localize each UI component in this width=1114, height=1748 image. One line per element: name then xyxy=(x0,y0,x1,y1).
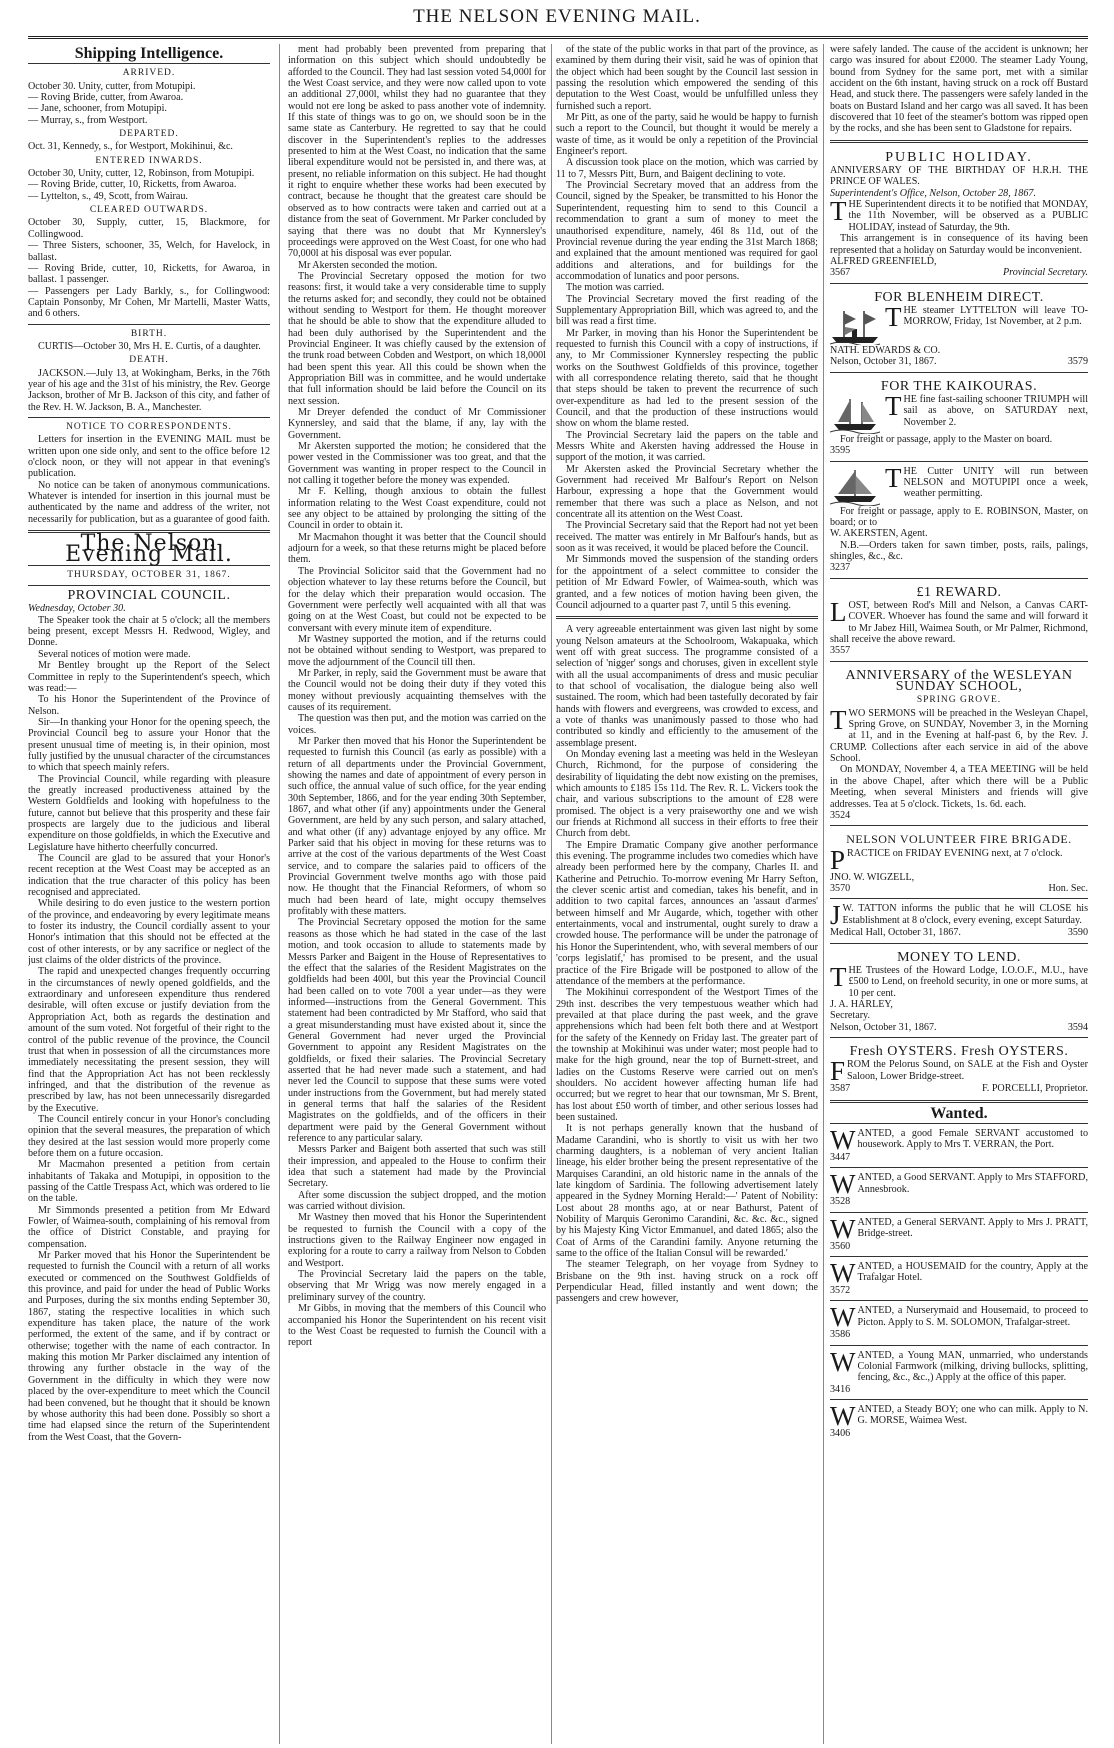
paragraph: Mr Macmahon thought it was better that the Council should adjourn for a week, so that these returns might be placed before them. xyxy=(288,531,546,566)
column-1 xyxy=(28,44,270,1742)
kaikouras-body-2: For freight or passage, apply to the Master on board. xyxy=(840,433,1053,445)
column-2 xyxy=(288,44,546,1742)
paragraph: The Empire Dramatic Company give another performance this evening. The programme includes two comedies which have already been performed here by the company, Charles II. and Katherine and Petruchio. To-morrow evening Mr Harry Sefton, the clever scenic artist and comedian, takes his benefit, and in addition to two capital farces, announces an 'assaut d'armes' between himself and Mr Augarde, which, together with other entertainments, vocal and instrumental, ought surely to draw a crowded house. The performance will be under the patronage of his Honor the Superintendent, who, with several members of our 'corps legislatif,' has promised to be present, and the usual practice of the Fire Brigade will be postponed to allow of the attendance of the members at the performance. xyxy=(556,839,818,987)
ad-number: 3567 xyxy=(830,267,851,279)
paragraph: On Monday evening last a meeting was held in the Wesleyan Church, Richmond, for the purpose of considering the desirability of liquidating the debt now existing on the premises, which amounts to £185 15s 11d. The Rev. R. L. Vickers took the chair, and various subscriptions to the amount of £28 were promised. The object is a very praiseworthy one and we wish our friends at Richmond all success in their efforts to free their Church from debt. xyxy=(556,748,818,840)
paragraph: A discussion took place on the motion, which was carried by 11 to 7, Messrs Pitt, Burn, and Baigent declining to vote. xyxy=(556,157,818,180)
list-item: — Roving Bride, cutter, from Awaroa. xyxy=(28,92,184,104)
council-report-continued xyxy=(288,44,546,1349)
ad-tatton xyxy=(830,903,1088,938)
holiday-office: Superintendent's Office, Nelson, October 28, 1867. xyxy=(830,187,1036,199)
paragraph: Mr Simmonds presented a petition from Mr Edward Fowler, of Waimea-south, complaining of his removal from the office of District Constable, and praying for compensation. xyxy=(28,1204,270,1250)
cutter-icon xyxy=(830,468,880,506)
paragraph: ment had probably been prevented from preparing that information on this subject which should undoubtedly be afforded to the Council. They had last session voted 54,000l for the West Coast service, and they were now called upon to vote an additional 27,000l, whilst they had no guarantee that they would not ere long be asked to pass another vote of indemnity. If this state of things was to go on, we should soon be in the same state as Canterbury. He regretted to say that he could discover in the Superintendent's replies to the addresses presented to him at the West Coast, no indication that the same liberal expenditure would not be persisted in, and there was, at present, no reliable information on this subject. He had thought it right to enquire whether these works had been executed by contract, because he thought that the greatest care should be observed as to how contracts were taken and carried out at a distance from the seat of Government. Mr Parker concluded by saying that there was no doubt that Mr Kynnersley's proceedings were approved on the West Coast, for one who had 70,000l at his disposal was ever popular. xyxy=(288,44,546,260)
list-item: — Lyttelton, s., 49, Scott, from Wairau. xyxy=(28,190,188,202)
money-signature: J. A. HARLEY, xyxy=(830,998,893,1010)
ad-number: 3528 xyxy=(830,1196,851,1208)
wanted-text: ANTED, a HOUSEMAID for the country, Apply at the Trafalgar Hotel. xyxy=(857,1261,1088,1284)
birth-heading: BIRTH. xyxy=(130,328,168,339)
paragraph: The Provincial Secretary said that the Report had not yet been received. The matter was entirely in Mr Balfour's hands, but as soon as it was received, it would be placed before the Council. xyxy=(556,520,818,555)
cleared-heading: CLEARED OUTWARDS. xyxy=(89,205,209,216)
wanted-ad xyxy=(830,1128,1088,1163)
list-item: — Roving Bride, cutter, 10, Ricketts, for Awaroa, in ballast. 1 passenger. xyxy=(28,262,270,286)
list-item: October 30, Unity, cutter, 12, Robinson, from Motupipi. xyxy=(28,168,255,180)
paragraph: The rapid and unexpected changes frequently occurring in the circumstances of newly opened goldfields, and the extraordinary and unforeseen expenditure thus rendered desirable, will often excuse or justify deviation from the Appropriation Act, both as regards the destination and amount of the sum voted. Not forgetful of their right to the control of the public revenue of the province, the Council trust that when in possession of all the circumstances more immediately necessitating the present session, they will find that the Appropriation Act has not been recklessly infringed, and that the distribution of the revenue as prescribed by law, has not been unnecessarily disregarded by the Executive. xyxy=(28,966,270,1114)
cutter-signature: W. AKERSTEN, Agent. xyxy=(830,528,928,540)
blenheim-body: HE steamer LYTTELTON will leave TO-MORROW, Friday, 1st November, at 2 p.m. xyxy=(903,304,1088,328)
drop-cap: W xyxy=(830,1404,856,1432)
holiday-body-2: This arrangement is in consequence of its having been represented that a holiday on Saturday would be inconvenient. xyxy=(830,233,1088,256)
wanted-ad xyxy=(830,1172,1088,1207)
council-date: Wednesday, October 30. xyxy=(28,603,126,615)
paragraph: To his Honor the Superintendent of the Province of Nelson. xyxy=(28,694,270,717)
wesleyan-body-2: On MONDAY, November 4, a TEA MEETING will be held in the above Chapel, after which there will be a Public Meeting, when several Ministers and friends will give addresses. Tea at 5 o'clock. Tickets, 1s. 6d. each. xyxy=(830,764,1088,810)
tatton-body: W. TATTON informs the public that he will CLOSE his Establishment at 8 o'clock, every evening, except Saturday. xyxy=(842,903,1088,926)
schooner-icon xyxy=(830,396,880,434)
kaikouras-heading: FOR THE KAIKOURAS. xyxy=(880,378,1038,394)
ad-oysters xyxy=(830,1042,1088,1095)
ad-number: 3560 xyxy=(830,1240,851,1252)
wanted-text: ANTED, a Steady BOY; one who can milk. Apply to N. G. MORSE, Waimea West. xyxy=(857,1404,1088,1427)
ad-public-holiday xyxy=(830,148,1088,279)
death-heading: DEATH. xyxy=(129,355,169,366)
paragraph: The Provincial Secretary opposed the motion for two reasons: first, it would take a very considerable time to supply the returns asked for; and secondly, they could not be obtained without sending to Westport for them. He thought moreover that he should be able to show that the expenditure alluded to had been duly authorised by the Superintendent and the Provincial Engineer. It was chiefly caused by the extension of the trunk road between Cobden and Westport, on which 18,000l had been spent this year. All this could be shown when the Appropriation Bill was in committee, and he would undertake that full information should be laid before the Council on its next session. xyxy=(288,270,546,407)
wesleyan-heading: ANNIVERSARY of the WESLEYAN SUNDAY SCHOOL, xyxy=(845,667,1073,695)
ad-cutter-unity xyxy=(830,466,1088,574)
fire-signature: JNO. W. WIGZELL, xyxy=(830,871,915,883)
wreck-news-end: were safely landed. The cause of the accident is unknown; her cargo was insured for about £2000. The steamer Lady Young, bound from Sydney for the same port, met with a similar accident on the 6th instant, having struck on a rock off Bustard Head, and stuck there. The passengers were safely landed in the boats on Bustard Island and her cargo was all saved. It has been discovered that 10 feet of the steamer's bottom was ripped open by the rocks, and she has been sent to Gladstone for repairs. xyxy=(830,44,1088,135)
list-item: — Passengers per Lady Barkly, s., for Collingwood: Captain Ponsonby, Mr Cohen, Mr Martelli, Master Watts, and 6 others. xyxy=(28,285,270,320)
list-item: October 30, Supply, cutter, 15, Blackmore, for Collingwood. xyxy=(28,217,270,240)
ad-number: 3570 xyxy=(830,882,851,894)
paragraph: The Mokihinui correspondent of the Westport Times of the 29th inst. describes the very tempestuous weather which had prevailed at that place during the past week, and the grave apprehensions which had been felt both there and at Westport for the safety of the Kennedy on Friday last. The greater part of the township at Mokihinui was under water; most people had to make for the high ground, near the top of Burnett-street, and ladies on the Customs Reserve were carried out on men's shoulders. No accident however affecting human life had occurred; but we regret to hear that our townsman, Mr S. Brent, has lost about £50 worth of timber, and other serious losses had been sustained. xyxy=(556,987,818,1123)
council-report xyxy=(28,615,270,1443)
list-item: — Three Sisters, schooner, 35, Welch, for Havelock, in ballast. xyxy=(28,240,270,263)
local-news xyxy=(556,624,818,1305)
council-report-end xyxy=(556,44,818,611)
fire-heading: NELSON VOLUNTEER FIRE BRIGADE. xyxy=(846,832,1072,847)
paragraph: The Speaker took the chair at 5 o'clock; all the members being present, except Messrs H. Redwood, Wigley, and Donne. xyxy=(28,614,270,649)
paragraph: The question was then put, and the motion was carried on the voices. xyxy=(288,713,546,736)
drop-cap: T xyxy=(830,704,847,735)
entered-heading: ENTERED INWARDS. xyxy=(95,155,203,166)
ad-money-to-lend xyxy=(830,948,1088,1033)
holiday-subtitle: ANNIVERSARY OF THE BIRTHDAY OF H.R.H. THE PRINCE OF WALES. xyxy=(830,165,1088,188)
paragraph: It is not perhaps generally known that the husband of Madame Carandini, who is shortly to visit us with her two charming daughters, is a nobleman of very ancient Italian lineage, his elder brother being the present representative of the Marquises Carandini, an old historic name in the annals of the late kingdom of Sardinia. The following advertisement lately appeared in the Sydney Morning Herald:—' Patent of Nobility: Lost about 28 months ago, at or near Bathurst, Patent of Nobility of Marquis Geronimo Carandini, &c. &c. &c., signed by his Majesty King Victor Emmanuel, and dated 1865; also the Coat of Arms of the Carandini family. Anyone returning the same to the office of the Italian Consul will be rewarded.' xyxy=(556,1123,818,1260)
arrived-heading: ARRIVED. xyxy=(122,68,176,79)
money-place: Nelson, October 31, 1867. xyxy=(830,1021,937,1033)
cutter-body-2: For freight or passage, apply to E. ROBINSON, Master, on board; or to xyxy=(830,505,1088,528)
paragraph: The Provincial Secretary laid the papers on the table, observing that Mr Wrigg was now merely engaged in a preliminary survey of the country. xyxy=(288,1269,546,1303)
paragraph: The Council are glad to be assured that your Honor's recent reception at the West Coast may be accepted as an indication that the true character of this policy has been recognised and appreciated. xyxy=(28,853,270,899)
dateline: THURSDAY, OCTOBER 31, 1867. xyxy=(67,569,231,580)
ad-fire-brigade xyxy=(830,830,1088,894)
oysters-signature: F. PORCELLI, Proprietor. xyxy=(981,1083,1088,1095)
list-item: — Murray, s., from Westport. xyxy=(28,114,148,126)
wanted-ad xyxy=(830,1305,1088,1340)
holiday-role: Provincial Secretary. xyxy=(1002,267,1088,279)
wanted-text: ANTED, a General SERVANT. Apply to Mrs J. PRATT, Bridge-street. xyxy=(857,1216,1088,1240)
wesleyan-body: WO SERMONS will be preached in the Wesleyan Chapel, Spring Grove, on SUNDAY, November 3, in the Morning at 11, and in the Evening at half-past 6, by the Rev. J. CRUMP. Collections after each service in aid of the above School. xyxy=(830,707,1088,765)
blenheim-signature: NATH. EDWARDS & CO. xyxy=(830,344,941,356)
money-body: HE Trustees of the Howard Lodge, I.O.O.F., M.U., have £500 to Lend, on freehold security, in one or more sums, at 10 per cent. xyxy=(848,964,1088,999)
oysters-heading: Fresh OYSTERS. Fresh OYSTERS. xyxy=(849,1043,1069,1059)
ad-number: 3594 xyxy=(1067,1021,1088,1033)
ad-number: 3572 xyxy=(830,1285,851,1297)
drop-cap: W xyxy=(830,1216,856,1244)
reward-heading: £1 REWARD. xyxy=(916,584,1002,600)
paragraph: Mr Parker moved that his Honor the Superintendent be requested to furnish the Council with a return of all works executed or commenced on the Southwest Goldfields of this province, and paid for under the head of Public Works and Purposes, during the six months ending September 30, 1867, stating the respective localities in which such expenditure has taken place, the nature of the work performed, the extent of the same, and if by contract or otherwise; together with the name of each contractor. In making this motion Mr Parker disclaimed any intention of throwing any further obstacle in the way of the Government in the difficulty in which they were now placed by the over-expenditure to meet which the Council had been convened, but he thought that it should be known by whose authority this had been done. Possibly so short a time had elapsed since the return of the Superintendent from the West Coast, that the Govern- xyxy=(28,1250,270,1443)
wanted-ad xyxy=(830,1261,1088,1296)
cutter-body: HE Cutter UNITY will run between NELSON and MOTUPIPI once a week, weather permitting. xyxy=(903,465,1088,500)
reward-body: OST, between Rod's Mill and Nelson, a Canvas CART-COVER. Whoever has found the same and will forward it to Mr Jabez Hill, Waimea South, or Mr Palmer, Richmond, shall receive the above reward. xyxy=(830,600,1088,646)
wesleyan-subheading: SPRING GROVE. xyxy=(916,695,1002,706)
paragraph: The Provincial Solicitor said that the Government had no objection whatever to lay these returns before the Council, but for the delay which their preparation would occasion. The Government were perfectly well acquainted with all that was going on at the West Coast, but could not be expected to be conversant with every minute item of expenditure. xyxy=(288,565,546,634)
masthead-rule xyxy=(28,36,1088,39)
masthead: THE NELSON EVENING MAIL. xyxy=(413,6,701,27)
ad-number: 3595 xyxy=(830,445,851,457)
drop-cap: T xyxy=(885,301,902,332)
drop-cap: J xyxy=(830,903,841,931)
ad-wesleyan xyxy=(830,666,1088,821)
birth-notice: CURTIS—October 30, Mrs H. E. Curtis, of a daughter. xyxy=(38,340,261,352)
ad-number: 3579 xyxy=(1067,356,1088,368)
paragraph: Mr Bentley brought up the Report of the Select Committee in reply to the Superintendent's speech, which was read:— xyxy=(28,660,270,694)
paragraph: The Provincial Council, while regarding with pleasure the greatly increased productiveness attained by the Western Goldfields and looking with hopefulness to the future, cannot but believe that this prosperity and these fair prospects are largely due to the judicious and liberal expenditure on those goldfields, in which the Executive and Legislature have hitherto cheerfully concurred. xyxy=(28,773,270,853)
paragraph: Sir—In thanking your Honor for the opening speech, the Provincial Council beg to assure your Honor that the present unusual time of meeting is, in their opinion, most fully justified by the unusual character of the circumstances to which that speech mainly refers. xyxy=(28,716,270,774)
notice-heading: NOTICE TO CORRESPONDENTS. xyxy=(66,421,232,432)
ship-icon xyxy=(830,307,880,345)
fire-body: RACTICE on FRIDAY EVENING next, at 7 o'clock. xyxy=(847,847,1063,859)
oysters-body: ROM the Pelorus Sound, on SALE at the Fish and Oyster Saloon, Lower Bridge-street. xyxy=(847,1059,1088,1082)
paragraph: The Council entirely concur in your Honor's concluding opinion that the several measures, the preparation of which they desired at the last session would more properly come before them on a future occasion. xyxy=(28,1113,270,1159)
tatton-place: Medical Hall, October 31, 1867. xyxy=(830,927,961,939)
drop-cap: T xyxy=(885,465,902,493)
ad-number: 3557 xyxy=(830,645,851,657)
wanted-text: ANTED, a good Female SERVANT accustomed to housework. Apply to Mrs T. VERRAN, the Port. xyxy=(857,1128,1088,1151)
ad-kaikouras xyxy=(830,377,1088,457)
drop-cap: L xyxy=(830,597,847,627)
holiday-heading: PUBLIC HOLIDAY. xyxy=(885,149,1033,165)
ad-reward xyxy=(830,583,1088,657)
paragraph: Mr Akersten supported the motion; he considered that the power vested in the Commissioner was too great, and that the Government was wanting in proper respect to the Council in not calling it together before the money was expended. xyxy=(288,441,546,487)
wanted-ad xyxy=(830,1217,1088,1252)
paragraph: The steamer Telegraph, on her voyage from Sydney to Brisbane on the 9th inst. having struck on a rock off Perpendicular Head, filled instantly and went down; the passengers and crew however, xyxy=(556,1259,818,1305)
drop-cap: W xyxy=(830,1172,856,1200)
ad-number: 3590 xyxy=(1067,927,1088,939)
list-item: Oct. 31, Kennedy, s., for Westport, Mokihinui, &c. xyxy=(28,141,233,153)
ad-number: 3416 xyxy=(830,1383,851,1395)
wanted-list xyxy=(830,1128,1088,1439)
list-item: — Roving Bride, cutter, 10, Ricketts, from Awaroa. xyxy=(28,179,237,191)
wanted-text: ANTED, a Nurserymaid and Housemaid, to proceed to Picton. Apply to S. M. SOLOMON, Trafalgar-street. xyxy=(857,1305,1088,1328)
money-role: Secretary. xyxy=(830,1010,870,1022)
paragraph: The Provincial Secretary opposed the motion for the same reasons as those which he had stated in the case of the last motion, and took occasion to allude to statements made by Messrs Parker and Baigent in the House of Representatives to the effect that the salaries of the Resident Magistrates on the goldfields had been 400l, but this year the Provincial Council had been called on to vote 700l a year under—as they were informed—instructions from the General Government. This statement had been contradicted by Mr Stafford, who said that a great misunderstanding must have existed about it, since the General Government had never urged the Provincial Government to appoint any Resident Magistrates on the goldfields, or fixed their salaries. The Provincial Secretary asserted that he had never made such a statement, and had never led the Council to suppose that these sums were voted under instructions from the Government, but had merely stated in general terms that half the salaries of the Resident Magistrates on the goldfields, and of the officers in their department were paid by the General Government without reference to any particular salary. xyxy=(288,917,546,1144)
drop-cap: W xyxy=(830,1349,856,1377)
list-item: October 30. Unity, cutter, from Motupipi. xyxy=(28,80,196,92)
wanted-text: ANTED, a Young MAN, unmarried, who understands Colonial Farmwork (milking, driving bullocks, splitting, fencing, &c., &c.,) Apply at the office of this paper. xyxy=(857,1349,1088,1384)
paper-name: The Nelson Evening Mail. xyxy=(65,531,233,568)
paragraph: Mr Parker, in moving than his Honor the Superintendent be requested to furnish this Council with a copy of instructions, if any, to Mr Commissioner Kynnersley respecting the public works on the Southwest Goldfields of this province, together with all correspondence relating thereto, said that he thought that steps should be taken to prevent the recurrence of such over-expenditure as had led to the present session of the Council, and that the production of these instructions would show on whom the blame rested. xyxy=(556,327,818,430)
paragraph: Mr Parker, in reply, said the Government must be aware that the Council would not be doing their duty if they voted this money without previously acquainting themselves with the causes of its requirement. xyxy=(288,667,546,713)
paragraph: The Provincial Secretary moved that an address from the Council, signed by the Speaker, be transmitted to his Honor the Superintendent, requesting him to send to this Council a recommendation to grant a sum of money to meet the unauthorised expenditure, namely, 46l 8s 11d, out of the Provincial revenue during the year ending the 31st March 1868; and explained that the amount mentioned was required for gaol additions and alterations, and for buildings for the accommodation of lunatics and poor persons. xyxy=(556,180,818,282)
drop-cap: T xyxy=(885,390,902,421)
council-heading: PROVINCIAL COUNCIL. xyxy=(67,588,231,604)
kaikouras-body: HE fine fast-sailing schooner TRIUMPH will sail as above, on SATURDAY next, November 2. xyxy=(903,393,1088,428)
paragraph: Mr Wastney then moved that his Honor the Superintendent be requested to furnish the Council with a copy of the instructions given to the Railway Engineer now engaged in exploring for a route to carry a railway from Nelson to Cobden and Westport. xyxy=(288,1212,546,1269)
drop-cap: T xyxy=(830,196,847,227)
paragraph: Mr Simmonds moved the suspension of the standing orders for the appointment of a select committee to consider the petition of Mr Edward Fowler, of Waimea-south, which was granted, and a few notices of motion having been given, the Council adjourned to a quarter past 7, until 5 this evening. xyxy=(556,554,818,611)
paragraph: Mr Gibbs, in moving that the members of this Council who accompanied his Honor the Superintendent on his recent visit to the West Coast be requested to furnish the Council with a report xyxy=(288,1303,546,1349)
cutter-nb: N.B.—Orders taken for sawn timber, posts, rails, palings, shingles, &c., &c. xyxy=(830,539,1088,562)
notice-text: Letters for insertion in the EVENING MAIL must be written upon one side only, and sent to the office before 12 o'clock noon, or they will not appear in that evening's publication. xyxy=(28,434,270,480)
list-item: — Jane, schooner, from Motupipi. xyxy=(28,103,167,115)
fire-role: Hon. Sec. xyxy=(1048,882,1088,894)
ad-blenheim xyxy=(830,288,1088,368)
drop-cap: W xyxy=(830,1128,856,1155)
drop-cap: W xyxy=(830,1261,856,1289)
paragraph: Mr F. Kelling, though anxious to obtain the fullest information relating to the West Coast expenditure, could not see any object to be attained by prolonging the sitting of the Council in order to obtain it. xyxy=(288,486,546,532)
paragraph: Several notices of motion were made. xyxy=(38,648,191,660)
blenheim-heading: FOR BLENHEIM DIRECT. xyxy=(874,289,1044,305)
wanted-heading: Wanted. xyxy=(930,1104,988,1122)
paragraph: The motion was carried. xyxy=(566,282,665,294)
paragraph: Messrs Parker and Baigent both asserted that such was still their impression, and appealed to the House to confirm their idea that such a statement had made by the Provincial Secretary. xyxy=(288,1144,546,1190)
ad-number: 3447 xyxy=(830,1152,851,1163)
drop-cap: P xyxy=(830,844,846,875)
drop-cap: F xyxy=(830,1056,846,1087)
blenheim-place: Nelson, October 31, 1867. xyxy=(830,356,937,368)
paragraph: Mr Wastney supported the motion, and if the returns could not be obtained without sending to Westport, was prepared to move the adjournment of the Council till then. xyxy=(288,633,546,668)
ad-number: 3237 xyxy=(830,562,851,574)
paragraph: The Provincial Secretary laid the papers on the table and Messrs White and Akersten having addressed the House in support of the motion, it was carried. xyxy=(556,429,818,464)
column-divider xyxy=(823,44,824,1744)
paragraph: Mr Akersten seconded the motion. xyxy=(298,259,438,271)
ad-number: 3587 xyxy=(830,1083,851,1095)
ad-number: 3586 xyxy=(830,1329,851,1341)
paragraph: The Provincial Secretary moved the first reading of the Supplementary Appropriation Bill, which was agreed to, and the bill was read a first time. xyxy=(556,293,818,328)
column-divider xyxy=(279,44,280,1744)
wanted-ad xyxy=(830,1404,1088,1439)
paragraph: After some discussion the subject dropped, and the motion was carried without division. xyxy=(288,1189,546,1213)
column-divider xyxy=(551,44,552,1744)
paragraph: Mr Akersten asked the Provincial Secretary whether the Government had received Mr Balfour's Report on Nelson Harbour, expressing a hope that the Government would remember that there was such a place as Nelson, and not concentrate all its attention on the West Coast. xyxy=(556,463,818,521)
departed-heading: DEPARTED. xyxy=(119,129,179,140)
paragraph: Mr Parker then moved that his Honor the Superintendent be requested to furnish this Council (as early as possible) with a return of all departments under the Provincial Government, showing the names and date of appointment of every person in such office, the annual value of such office, for the year ending 30th September, 1866, and for the year ending 30th September, 1867, and what other (if any) appointments under the General Government, are held by any such person, and salary attached, and what other (if any) advantage enjoyed by any office. Mr Parker said that his object in moving for these returns was to arrive at the cost of the various departments of the West Coast service, and to compare the salaries paid to officers of the Provincial Government twelve months ago with those paid now. He thought that the Financial Reformers, of whom so much had been heard of late, might occupy themselves profitably with these matters. xyxy=(288,735,546,918)
ad-number: 3406 xyxy=(830,1428,851,1440)
paragraph: of the state of the public works in that part of the province, as examined by them during their visit, said he was of opinion that the object which had been sought by the Council last session in passing the resolution which empowered the sending of this deputation to the West Coast, would be unfulfilled unless they furnished such a report. xyxy=(556,44,818,112)
ad-number: 3524 xyxy=(830,809,851,821)
arrived-list xyxy=(28,81,270,126)
paragraph: Mr Dreyer defended the conduct of Mr Commissioner Kynnersley, and said that the blame, if any, lay with the Government. xyxy=(288,407,546,441)
holiday-signature: ALFRED GREENFIELD, xyxy=(830,255,937,267)
wanted-ad xyxy=(830,1350,1088,1395)
wanted-text: ANTED, a Good SERVANT. Apply to Mrs STAFFORD, Annesbrook. xyxy=(857,1172,1088,1195)
money-heading: MONEY TO LEND. xyxy=(897,949,1021,965)
holiday-body: HE Superintendent directs it to be notified that MONDAY, the 11th November, will be observed as a PUBLIC HOLIDAY, instead of Saturday, the 9th. xyxy=(848,199,1088,233)
paragraph: While desiring to do even justice to the western portion of the province, and endeavoring by every legitimate means to foster its industry, the Council cordially assent to your Honor's intimation that this should not be effected at the cost of other interests, or by any sacrifice or neglect of the just claims of the older districts of the province. xyxy=(28,898,270,967)
notice-text: No notice can be taken of anonymous communications. Whatever is intended for insertion in this journal must be authenticated by the name and address of the writer, not necessarily for publication, but as a guarantee of good faith. xyxy=(28,479,270,525)
drop-cap: W xyxy=(830,1305,856,1333)
column-4 xyxy=(830,44,1088,1742)
paragraph: A very agreeable entertainment was given last night by some young Nelson amateurs at the Schoolroom, Wakapuaka, which went off with great success. The programme consisted of a selection of 'nigger' songs and choruses, given in excellent style with all the usual accompaniments of dress and music peculiar to that school of vocalisation, the dialogue being also well sustained. The room, which had been tastefully decorated by fair hands with flowers and evergreens, was crowded to excess, and a vote of thanks was unanimously passed to those who had contributed so kindly and efficiently to the amusement of the assemblage present. xyxy=(556,624,818,749)
death-notice: JACKSON.—July 13, at Wokingham, Berks, in the 76th year of his age and the 31st of his ministry, the Rev. George Jackson, brother of Mr B. Jackson of this city, and father of the Rev. H. W. Jackson, B. A., Manchester. xyxy=(28,367,270,413)
paragraph: Mr Macmahon presented a petition from certain inhabitants of Takaka and Motupipi, in opposition to the passing of the Cattle Trespass Act, which was ordered to lie on the table. xyxy=(28,1159,270,1205)
paragraph: Mr Pitt, as one of the party, said he would be happy to furnish such a report to the Council, but thought it would be merely a waste of time, as it would be only a repetition of the Provincial Engineer's report. xyxy=(556,112,818,158)
shipping-title: Shipping Intelligence. xyxy=(74,45,224,62)
drop-cap: T xyxy=(830,961,847,992)
column-3 xyxy=(556,44,818,1742)
